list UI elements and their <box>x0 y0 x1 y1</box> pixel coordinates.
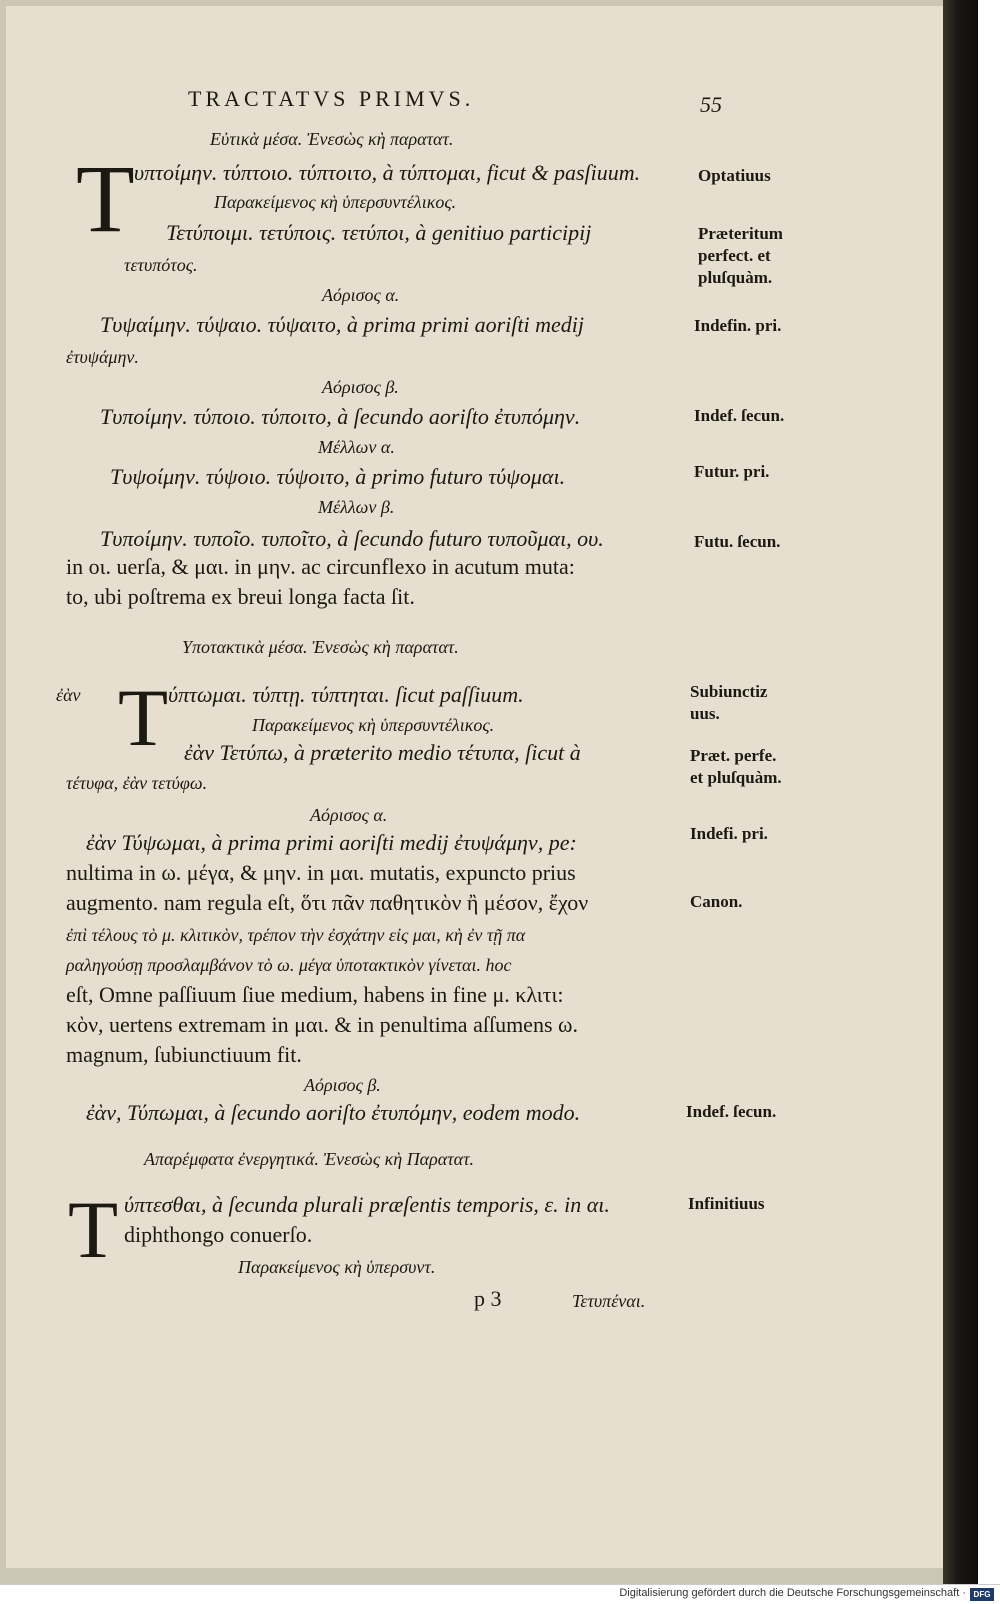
section-heading: Απαρέμφατα ἐνεργητικά. Ἐνεσὼς κὴ Παρατατ. <box>144 1149 475 1169</box>
margin-note: Indef. ſecun. <box>694 406 785 425</box>
drop-cap: T <box>68 1184 119 1275</box>
margin-note: Præteritum <box>698 224 783 243</box>
text-line: Μέλλων β. <box>318 497 395 517</box>
margin-note: uus. <box>690 704 720 723</box>
text-line: ἐὰν <box>56 685 81 705</box>
catchword: Τετυπέναι. <box>572 1291 646 1311</box>
text-line: υπτοίμην. τύπτοιο. τύπτοιτο, à τύπτομαι, ficut & pasſiuum. <box>134 160 641 185</box>
margin-note: perfect. et <box>698 246 771 265</box>
margin-note: Optatiuus <box>698 166 771 185</box>
text-line: nultima in ω. μέγα, & μην. in μαι. mutatis, expuncto prius <box>66 860 576 885</box>
footer-bar <box>0 1584 1000 1604</box>
dfg-logo: DFG <box>970 1588 994 1601</box>
text-line: to, ubi poſtrema ex breui longa facta ſit. <box>66 584 415 609</box>
margin-note: Indef. ſecun. <box>686 1102 777 1121</box>
text-line: magnum, ſubiunctiuum fit. <box>66 1042 302 1067</box>
margin-note: Futu. ſecun. <box>694 532 781 551</box>
text-line: Εὐτικὰ μέσα. Ἐνεσὼς κὴ παρατατ. <box>210 129 454 149</box>
text-line: ραληγούσῃ προσλαμβάνον τὸ ω. μέγα ὑποτακτικὸν γίνεται. hoc <box>66 955 512 975</box>
signature-mark: p 3 <box>474 1286 502 1311</box>
text-line: Τυψαίμην. τύψαιο. τύψαιτο, à prima primi aoriſti medij <box>100 312 584 337</box>
text-line: Αόρισος β. <box>304 1075 381 1095</box>
text-line: Αόρισος α. <box>310 805 388 825</box>
text-line: Παρακείμενος κὴ ὑπερσυντέλικος. <box>214 192 457 212</box>
text-line: in οι. uerſa, & μαι. in μην. ac circunflexo in acutum muta: <box>66 554 575 579</box>
text-line: κὸν, uertens extremam in μαι. & in penultima aſſumens ω. <box>66 1012 578 1037</box>
text-line: Αόρισος β. <box>322 377 399 397</box>
margin-note: et pluſquàm. <box>690 768 782 787</box>
text-line: ἐὰν Τύψωμαι, à prima primi aoriſti medij ἐτυψάμην, pe: <box>86 830 577 855</box>
book-page <box>6 6 943 1568</box>
margin-note: Canon. <box>690 892 743 911</box>
page-gutter <box>943 0 978 1584</box>
text-line: Παρακείμενος κὴ ὑπερσυντέλικος. <box>252 715 495 735</box>
folio-number: 55 <box>700 92 722 117</box>
text-line: τετυπότος. <box>124 255 198 275</box>
margin-note: pluſquàm. <box>698 268 773 287</box>
text-line: Τετύποιμι. τετύποις. τετύποι, à genitiuo participij <box>166 220 592 245</box>
text-line: ύπτεσθαι, à ſecunda plurali præſentis temporis, ε. in αι. <box>124 1192 610 1217</box>
margin-note: Indefin. pri. <box>694 316 782 335</box>
text-line: Τυποίμην. τύποιο. τύποιτο, à ſecundo aoriſto ἐτυπόμην. <box>100 404 581 429</box>
text-line: Τυψοίμην. τύψοιο. τύψοιτο, à primo futuro τύψομαι. <box>110 464 566 489</box>
text-line: diphthongo conuerſo. <box>124 1222 313 1247</box>
running-head: TRACTATVS PRIMVS. <box>188 86 475 111</box>
footer-credit: Digitalisierung gefördert durch die Deutsche Forschungsgemeinschaft · <box>619 1587 966 1599</box>
text-line: τέτυφα, ἐὰν τετύφω. <box>66 773 208 793</box>
text-line: ἐὰν, Τύπωμαι, à ſecundo aoriſto ἐτυπόμην, eodem modo. <box>86 1100 581 1125</box>
section-heading: Υποτακτικὰ μέσα. Ἐνεσὼς κὴ παρατατ. <box>182 637 459 657</box>
margin-note: Præt. perfe. <box>690 746 777 765</box>
text-line: Παρακείμενος κὴ ὑπερσυντ. <box>238 1257 436 1277</box>
margin-note: Indefi. pri. <box>690 824 768 843</box>
margin-note: Infinitiuus <box>688 1194 765 1213</box>
text-line: Μέλλων α. <box>318 437 395 457</box>
text-line: Αόρισος α. <box>322 285 400 305</box>
text-line: Τυποίμην. τυποῖο. τυποῖτο, à ſecundo futuro τυποῦμαι, ου. <box>100 526 604 551</box>
margin-note: Futur. pri. <box>694 462 770 481</box>
text-line: augmento. nam regula eſt, ὅτι πᾶν παθητικὸν ἢ μέσον, ἔχον <box>66 890 589 915</box>
drop-cap: T <box>76 145 135 252</box>
drop-cap: T <box>118 672 169 763</box>
text-line: ἐὰν Τετύπω, à præterito medio τέτυπα, ſicut à <box>184 740 581 765</box>
margin-note: Subiunctiz <box>690 682 768 701</box>
text-line: ύπτωμαι. τύπτῃ. τύπτηται. ſicut paſſiuum. <box>168 682 524 707</box>
text-line: eſt, Omne paſſiuum ſiue medium, habens in fine μ. κλιτι: <box>66 982 564 1007</box>
text-line: ἐπὶ τέλους τὸ μ. κλιτικὸν, τρέπον τὴν ἐσχάτην εἰς μαι, κὴ ἐν τῇ πα <box>66 925 526 945</box>
text-line: ἐτυψάμην. <box>66 347 139 367</box>
